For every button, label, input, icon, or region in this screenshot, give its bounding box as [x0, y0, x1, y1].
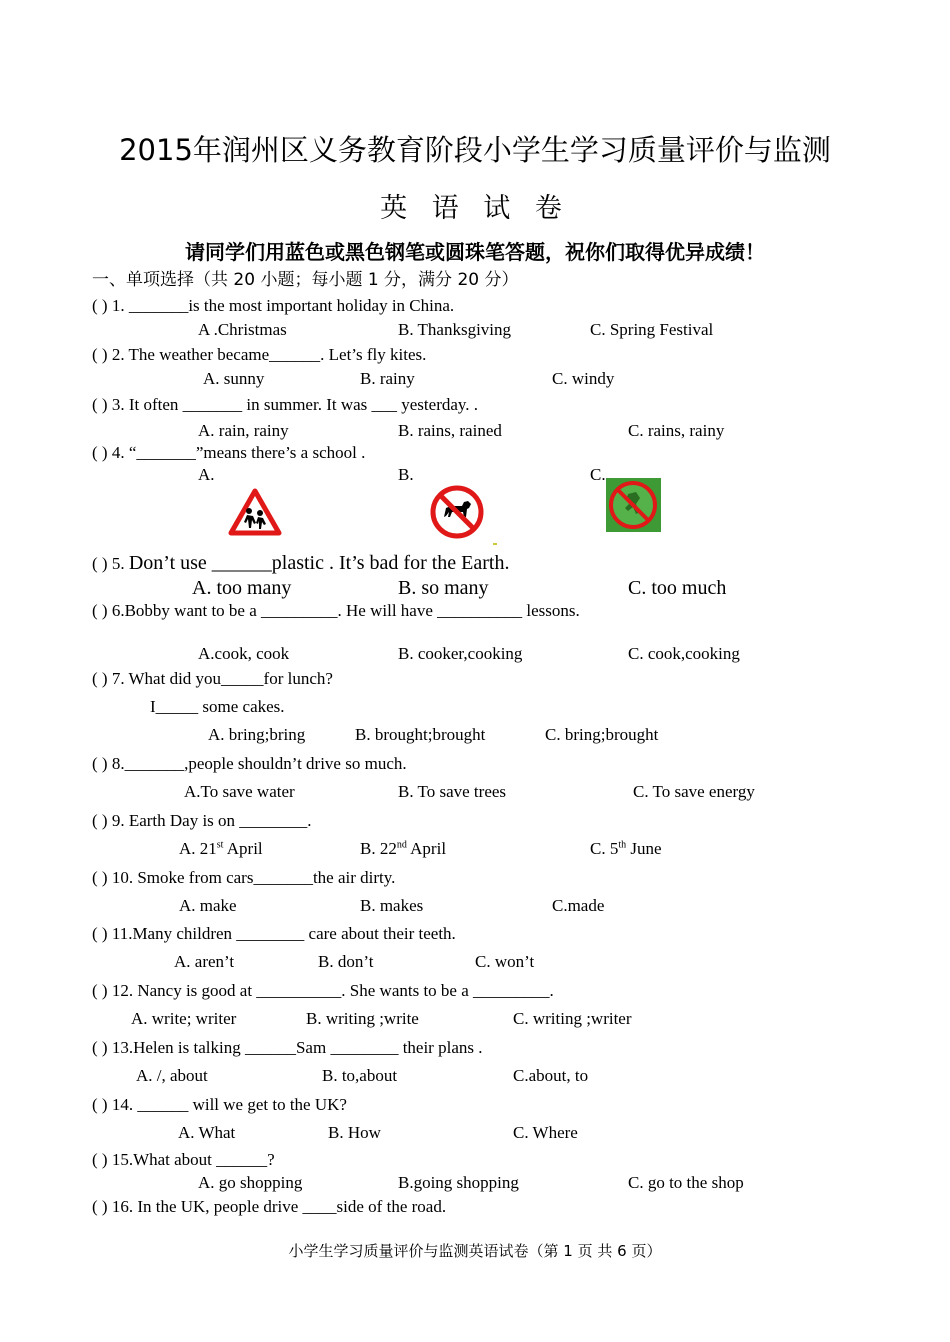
question-6-option-b: B. cooker,cooking [398, 644, 523, 663]
school-warning-sign-icon [228, 488, 282, 536]
question-9-option-b [360, 839, 446, 859]
question-11-option-a: A. aren’t [174, 952, 235, 971]
question-8-option-c: C. To save energy [633, 782, 755, 801]
question-12-option-b: B. writing ;write [306, 1009, 419, 1028]
question-8-option-b: B. To save trees [398, 782, 507, 801]
question-9-option-c-day: C. 5 [590, 839, 619, 858]
question-6-option-c: C. cook,cooking [628, 644, 740, 663]
question-10-stem: ( ) 10. Smoke from cars_______the air dirty. [92, 868, 396, 887]
question-1-option-b: B. Thanksgiving [398, 320, 512, 339]
page-footer: 小学生学习质量评价与监测英语试卷（第 1 页 共 6 页） [288, 1242, 662, 1260]
question-5-option-b: B. so many [398, 577, 489, 599]
question-5-option-a: A. too many [192, 577, 292, 599]
no-dogs-sign-icon [429, 484, 485, 540]
question-7-option-b: B. brought;brought [355, 725, 486, 744]
question-9-option-a-day: A. 21 [179, 839, 217, 858]
question-1-option-c: C. Spring Festival [590, 320, 714, 339]
question-9-option-b-day: B. 22 [360, 839, 397, 858]
question-9-option-c [590, 839, 662, 859]
question-14-option-c: C. Where [513, 1123, 578, 1142]
question-2-option-c: C. windy [552, 369, 615, 388]
question-7-stem-answer: I_____ some cakes. [150, 697, 285, 716]
question-6-option-a: A.cook, cook [198, 644, 290, 663]
question-1-stem: ( ) 1. _______is the most important holiday in China. [92, 296, 455, 315]
question-9-option-a-month: April [223, 839, 263, 858]
question-9-option-c-suffix: th [618, 839, 627, 851]
question-9-option-c-month: June [626, 839, 662, 858]
question-3-option-c: C. rains, rainy [628, 421, 725, 440]
question-3-stem: ( ) 3. It often _______ in summer. It was ___ yesterday. . [92, 395, 479, 414]
question-9-option-b-suffix: nd [396, 839, 407, 851]
question-2-stem: ( ) 2. The weather became______. Let’s fly kites. [92, 345, 427, 364]
question-7-stem: ( ) 7. What did you_____for lunch? [92, 669, 333, 688]
question-15-option-a: A. go shopping [198, 1173, 303, 1192]
question-13-option-c: C.about, to [513, 1066, 589, 1085]
question-3-option-a: A. rain, rainy [198, 421, 289, 440]
exam-subtitle: 英 语 试 卷 [380, 193, 570, 224]
question-16-stem: ( ) 16. In the UK, people drive ____side of the road. [92, 1197, 447, 1216]
question-4-option-c: C. [590, 465, 606, 484]
question-9-stem: ( ) 9. Earth Day is on ________. [92, 811, 312, 830]
question-15-option-c: C. go to the shop [628, 1173, 744, 1192]
question-4-option-b: B. [398, 465, 414, 484]
question-9-option-b-month: April [406, 839, 447, 858]
question-8-option-a: A.To save water [184, 782, 295, 801]
question-11-option-b: B. don’t [318, 952, 374, 971]
question-6-stem: ( ) 6.Bobby want to be a _________. He will have __________ lessons. [92, 601, 580, 620]
question-12-option-c: C. writing ;writer [513, 1009, 632, 1028]
question-5-option-c: C. too much [628, 577, 727, 599]
section-heading: 一、单项选择（共 20 小题；每小题 1 分，满分 20 分） [92, 270, 519, 290]
question-5-text: Don’t use ______plastic . It’s bad for the Earth. [128, 552, 510, 574]
question-9-option-a-suffix: st [216, 839, 224, 851]
question-5-number: ( ) 5. [92, 554, 129, 573]
question-13-option-a: A. /, about [136, 1066, 208, 1085]
question-13-stem: ( ) 13.Helen is talking ______Sam ________ their plans . [92, 1038, 483, 1057]
question-14-option-b: B. How [328, 1123, 381, 1142]
sign-b-mark [493, 543, 497, 545]
question-3-option-b: B. rains, rained [398, 421, 502, 440]
question-14-option-a: A. What [178, 1123, 236, 1142]
question-10-option-c: C.made [552, 896, 605, 915]
exam-title: 2015年润州区义务教育阶段小学生学习质量评价与监测 [119, 133, 831, 167]
question-15-option-b: B.going shopping [398, 1173, 519, 1192]
question-10-option-b: B. makes [360, 896, 424, 915]
question-4-stem: ( ) 4. “_______”means there’s a school . [92, 443, 366, 462]
question-9-option-a [179, 839, 263, 859]
question-7-option-a: A. bring;bring [208, 725, 306, 744]
question-2-option-a: A. sunny [203, 369, 265, 388]
question-8-stem: ( ) 8._______,people shouldn’t drive so much. [92, 754, 407, 773]
question-1-option-a: A .Christmas [198, 320, 287, 339]
keep-off-grass-sign-icon [606, 478, 661, 532]
question-12-stem: ( ) 12. Nancy is good at __________. She wants to be a _________. [92, 981, 554, 1000]
question-11-option-c: C. won’t [475, 952, 535, 971]
exam-instruction: 请同学们用蓝色或黑色钢笔或圆珠笔答题，祝你们取得优异成绩！ [185, 240, 765, 264]
question-10-option-a: A. make [179, 896, 237, 915]
question-15-stem: ( ) 15.What about ______? [92, 1150, 275, 1169]
question-4-option-a: A. [198, 465, 215, 484]
question-12-option-a: A. write; writer [131, 1009, 237, 1028]
question-14-stem: ( ) 14. ______ will we get to the UK? [92, 1095, 347, 1114]
question-2-option-b: B. rainy [360, 369, 415, 388]
question-5-stem [92, 552, 510, 575]
question-13-option-b: B. to,about [322, 1066, 398, 1085]
question-11-stem: ( ) 11.Many children ________ care about their teeth. [92, 924, 456, 943]
question-7-option-c: C. bring;brought [545, 725, 659, 744]
